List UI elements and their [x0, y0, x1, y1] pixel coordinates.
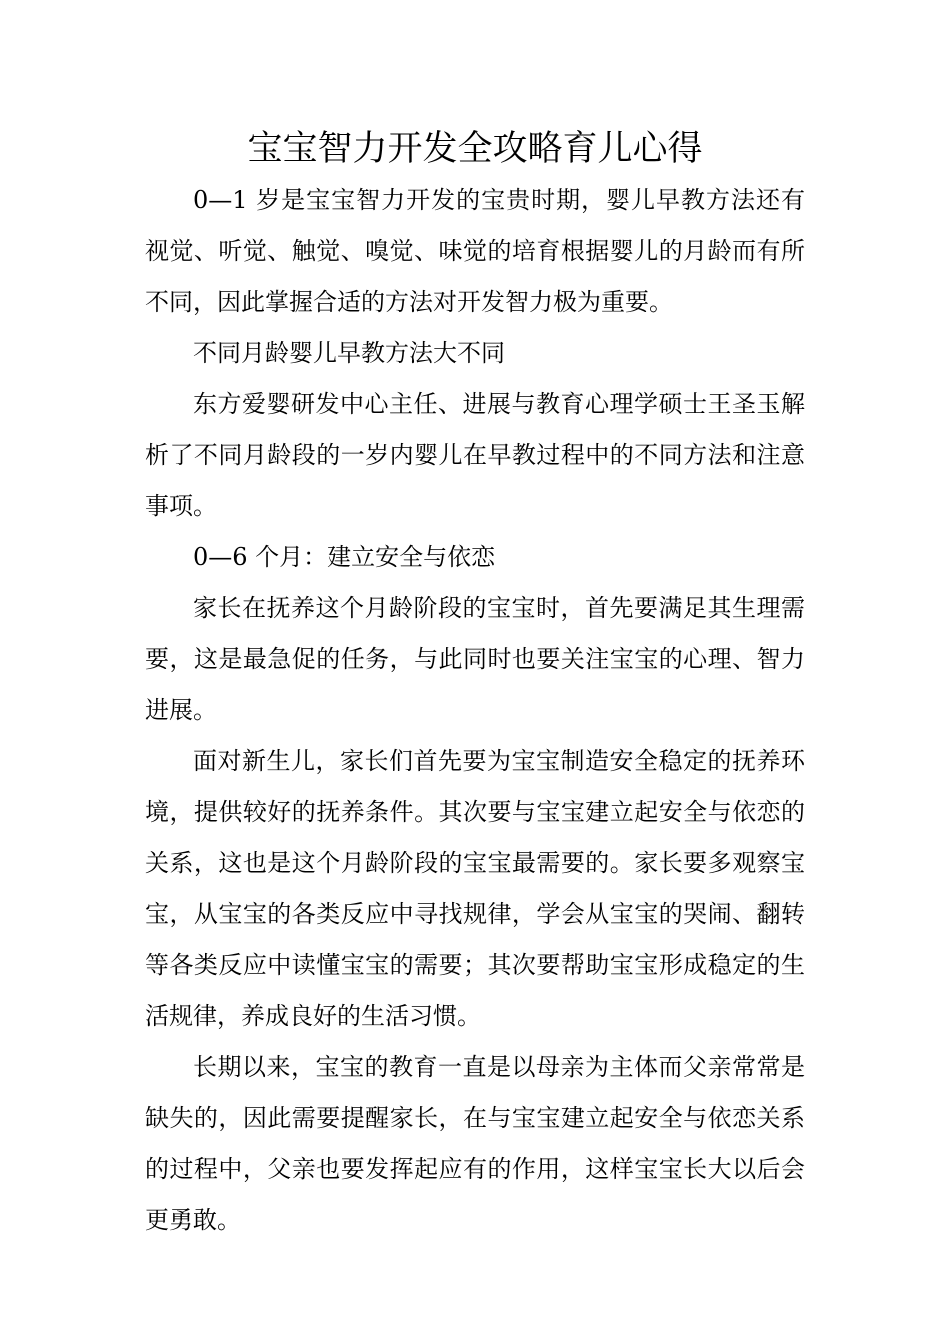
section-heading-methods: 不同月龄婴儿早教方法大不同	[193, 339, 505, 367]
document-title: 宝宝智力开发全攻略育儿心得	[247, 129, 703, 169]
document-body	[145, 175, 805, 1246]
paragraph-needs: 家长在抚养这个月龄阶段的宝宝时，首先要满足其生理需要，这是最急促的任务，与此同时也要关注宝宝的心理、智力进展。	[145, 594, 805, 724]
paragraph-newborn: 面对新生儿，家长们首先要为宝宝制造安全稳定的抚养环境，提供较好的抚养条件。其次要与宝宝建立起安全与依恋的关系，这也是这个月龄阶段的宝宝最需要的。家长要多观察宝宝，从宝宝的各类反应中寻找规律，学会从宝宝的哭闹、翻转等各类反应中读懂宝宝的需要；其次要帮助宝宝形成稳定的生活规律，养成良好的生活习惯。	[145, 747, 805, 1030]
section-heading-0-6-months: 0—6 个月：建立安全与依恋	[193, 543, 496, 571]
paragraph-father: 长期以来，宝宝的教育一直是以母亲为主体而父亲常常是缺失的，因此需要提醒家长，在与宝宝建立起安全与依恋关系的过程中，父亲也要发挥起应有的作用，这样宝宝长大以后会更勇敢。	[145, 1053, 805, 1234]
paragraph-intro: 0—1 岁是宝宝智力开发的宝贵时期，婴儿早教方法还有视觉、听觉、触觉、嗅觉、味觉的培育根据婴儿的月龄而有所不同，因此掌握合适的方法对开发智力极为重要。	[145, 186, 805, 316]
paragraph-expert: 东方爱婴研发中心主任、进展与教育心理学硕士王圣玉解析了不同月龄段的一岁内婴儿在早教过程中的不同方法和注意事项。	[145, 390, 805, 520]
